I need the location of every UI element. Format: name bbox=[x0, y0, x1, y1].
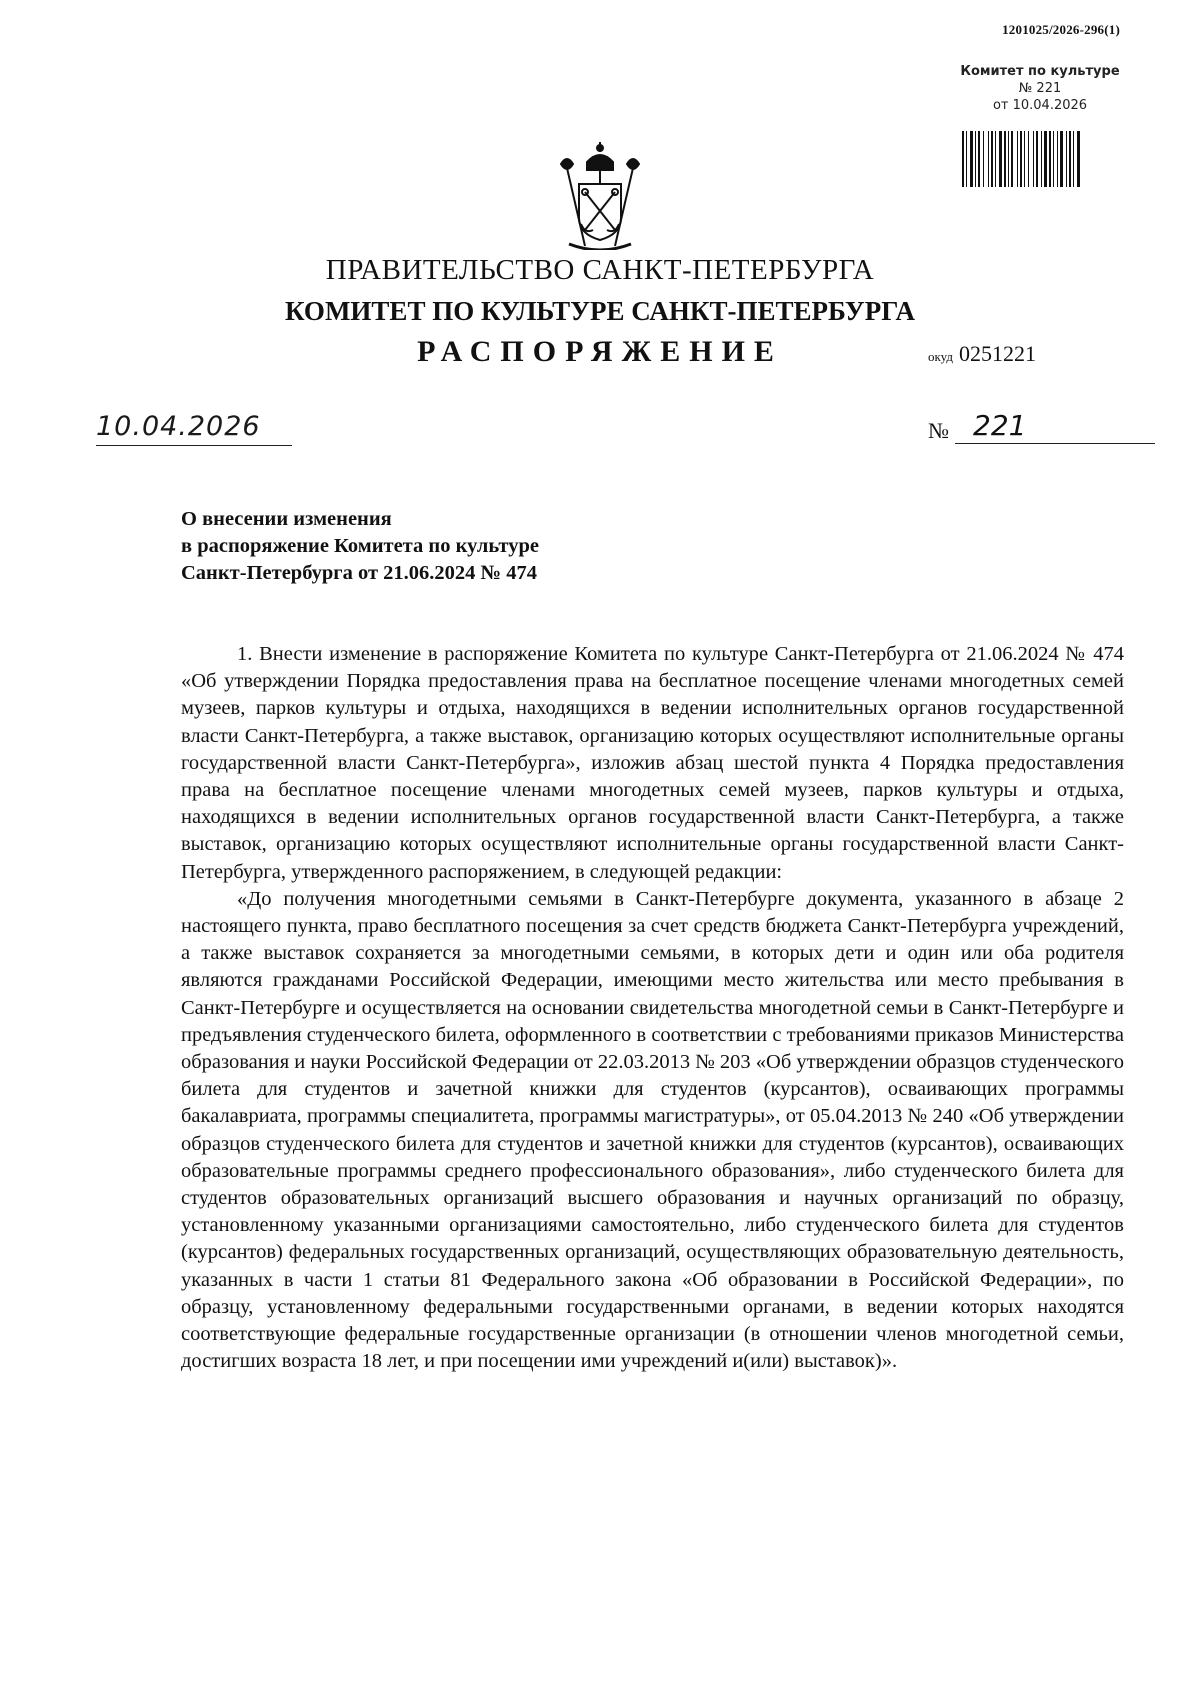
barcode-bar bbox=[1053, 131, 1054, 187]
okud-value: 0251221 bbox=[958, 341, 1036, 366]
barcode-bar bbox=[1033, 131, 1034, 187]
barcode-bar bbox=[983, 131, 984, 187]
barcode-bar bbox=[1049, 131, 1051, 187]
document-body bbox=[181, 641, 1124, 1375]
body-paragraph-2: «До получения многодетными семьями в Санкт-Петербурге документа, указанного в абзаце 2 настоящего пункта, право бесплатного посещения за счет средств бюджета Санкт-Петербурга учреждений, а также выставок сохраняется за многодетными семьями, в которых дети и один или оба родителя являются гражданами Российской Федерации, имеющими место жительства или место пребывания в Санкт-Петербурге и осуществляется на основании свидетельства многодетной семьи в Санкт-Петербурге и предъявления студенческого билета, оформленного в соответствии с требованиями приказов Министерства образования и науки Российской Федерации от 22.03.2013 № 203 «Об утверждении образцов студенческого билета для студентов и зачетной книжки для студентов (курсантов), осваивающих программы бакалавриата, программы специалитета, программы магистратуры», от 05.04.2013 № 240 «Об утверждении образцов студенческого билета для студентов и зачетной книжки для студентов (курсантов), осваивающих образовательные программы среднего профессионального образования», либо студенческого билета для студентов образовательных организаций высшего образования и научных организаций по образцу, установленному указанными организациями самостоятельно, либо студенческого билета для студентов (курсантов) федеральных государственных организаций, осуществляющих образовательную деятельность, указанных в части 1 статьи 81 Федерального закона «Об образовании в Российской Федерации», по образцу, установленному федеральными государственными органами, в ведении которых находятся соответствующие федеральные государственные организации (в отношении членов многодетной семьи, достигших возраста 18 лет, и при посещении ими учреждений и(или) выставок)». bbox=[181, 887, 1124, 1373]
incoming-stamp bbox=[950, 63, 1130, 114]
subject-line: О внесении изменения bbox=[181, 508, 392, 530]
barcode-bar bbox=[962, 131, 964, 187]
barcode-bar bbox=[1060, 131, 1063, 187]
number-label: № bbox=[928, 418, 949, 443]
barcode-bar bbox=[1069, 131, 1071, 187]
document-number: 221 bbox=[955, 409, 1155, 444]
barcode-bar bbox=[1024, 131, 1025, 187]
okud-code bbox=[928, 341, 1036, 367]
barcode-bar bbox=[966, 131, 967, 187]
document-date: 10.04.2026 bbox=[96, 411, 292, 446]
barcode-bar bbox=[970, 131, 973, 187]
barcode-bar bbox=[1011, 131, 1013, 187]
barcode-bar bbox=[1077, 131, 1080, 187]
subject-line: в распоряжение Комитета по культуре bbox=[181, 535, 539, 557]
document-subject bbox=[181, 506, 539, 587]
barcode-bar bbox=[1036, 131, 1038, 187]
barcode-bar bbox=[1044, 131, 1047, 187]
barcode-bar bbox=[988, 131, 989, 187]
government-title: ПРАВИТЕЛЬСТВО САНКТ-ПЕТЕРБУРГА bbox=[325, 254, 875, 286]
barcode-bar bbox=[975, 131, 976, 187]
barcode-bar bbox=[995, 131, 996, 187]
barcode-bar bbox=[1073, 131, 1074, 187]
barcode-bar bbox=[1008, 131, 1009, 187]
stamp-line-number: № 221 bbox=[1018, 81, 1062, 96]
barcode-icon bbox=[962, 131, 1118, 187]
coat-of-arms-icon bbox=[555, 140, 645, 250]
barcode-bar bbox=[1057, 131, 1058, 187]
barcode-bar bbox=[991, 131, 993, 187]
barcode-bar bbox=[978, 131, 980, 187]
stamp-line-committee: Комитет по культуре bbox=[960, 64, 1120, 79]
barcode-bar bbox=[1017, 131, 1018, 187]
committee-title: КОМИТЕТ ПО КУЛЬТУРЕ САНКТ-ПЕТЕРБУРГА bbox=[285, 296, 915, 326]
barcode-bar bbox=[1041, 131, 1042, 187]
okud-label: окуд bbox=[928, 349, 953, 364]
barcode-bar bbox=[999, 131, 1002, 187]
stamp-line-date: от 10.04.2026 bbox=[992, 98, 1088, 113]
barcode-bar bbox=[1004, 131, 1006, 187]
document-type: РАСПОРЯЖЕНИЕ bbox=[417, 335, 783, 368]
barcode-bar bbox=[1066, 131, 1067, 187]
body-paragraph-1: 1. Внести изменение в распоряжение Комитета по культуре Санкт-Петербурга от 21.06.2024 № 474 «Об утверждении Порядка предоставления права на бесплатное посещение членами многодетных семей музеев, парков культуры и отдыха, находящихся в ведении исполнительных органов государственной власти Санкт-Петербурга, а также выставок, организацию которых осуществляют исполнительные органы государственной власти Санкт-Петербурга», изложив абзац шестой пункта 4 Порядка предоставления права на бесплатное посещение членами многодетных семей музеев, парков культуры и отдыха, находящихся в ведении исполнительных органов государственной власти Санкт-Петербурга, а также выставок, организацию которых осуществляют исполнительные органы государственной власти Санкт-Петербурга, утвержденного распоряжением, в следующей редакции: bbox=[181, 643, 1124, 883]
registration-number: 1201025/2026-296(1) bbox=[1002, 22, 1120, 37]
barcode-bar bbox=[1028, 131, 1029, 187]
subject-line: Санкт-Петербурга от 21.06.2024 № 474 bbox=[181, 562, 538, 584]
barcode-bar bbox=[1020, 131, 1022, 187]
